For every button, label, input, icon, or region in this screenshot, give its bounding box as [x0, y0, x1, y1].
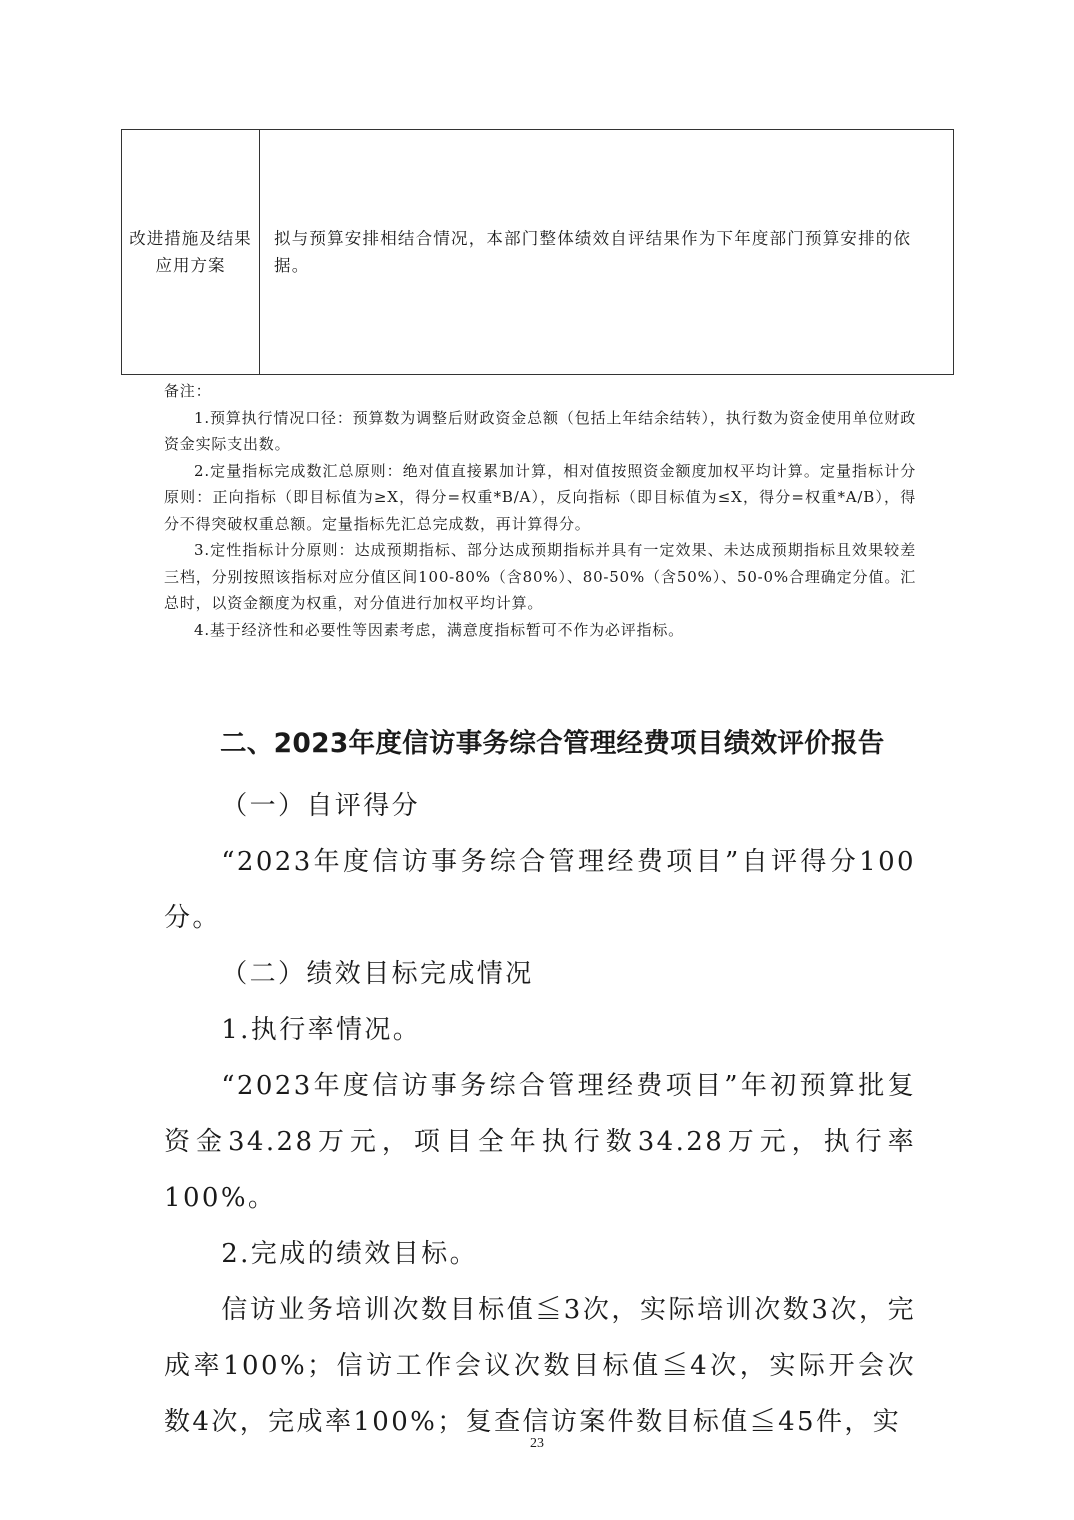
subheading-goal-completion: （二）绩效目标完成情况 [221, 959, 534, 989]
notes-title: 备注： [164, 382, 212, 400]
note-item-2: 2.定量指标完成数汇总原则：绝对值直接累加计算，相对值按照资金额度加权平均计算。定量指标计分原则：正向指标（即目标值为≥X，得分=权重*B/A），反向指标（即目标值为≤X，得分=权重*A/B），得分不得突破权重总额。定量指标先汇总完成数，再计算得分。 [164, 461, 916, 533]
note-item-1: 1.预算执行情况口径：预算数为调整后财政资金总额（包括上年结余结转），执行数为资金使用单位财政资金实际支出数。 [164, 408, 916, 453]
subheading-execution-rate: 1.执行率情况。 [221, 1015, 422, 1045]
section-heading: 二、2023年度信访事务综合管理经费项目绩效评价报告 [220, 728, 885, 759]
table-content-cell [260, 130, 953, 374]
measures-table [121, 129, 954, 375]
subheading-completed-goals: 2.完成的绩效目标。 [221, 1239, 478, 1269]
report-body [164, 722, 916, 1450]
paragraph-execution-rate: “2023年度信访事务综合管理经费项目”年初预算批复资金34.28万元，项目全年执行数34.28万元，执行率100%。 [164, 1071, 916, 1213]
table-label-cell: 改进措施及结果应用方案 [122, 130, 260, 374]
table-content-text: 拟与预算安排相结合情况，本部门整体绩效自评结果作为下年度部门预算安排的依据。 [274, 229, 912, 275]
note-item-4: 4.基于经济性和必要性等因素考虑，满意度指标暂可不作为必评指标。 [194, 620, 684, 639]
paragraph-self-score: “2023年度信访事务综合管理经费项目”自评得分100分。 [164, 847, 916, 933]
page-number: 23 [530, 1436, 544, 1451]
subheading-self-score: （一）自评得分 [221, 791, 420, 821]
notes-section [164, 378, 916, 643]
paragraph-completed-goals: 信访业务培训次数目标值≦3次，实际培训次数3次，完成率100%；信访工作会议次数目标值≦4次，实际开会次数4次，完成率100%；复查信访案件数目标值≦45件，实 [164, 1295, 916, 1437]
note-item-3: 3.定性指标计分原则：达成预期指标、部分达成预期指标并具有一定效果、未达成预期指标且效果较差三档，分别按照该指标对应分值区间100-80%（含80%）、80-50%（含50%）、50-0%合理确定分值。汇总时，以资金额度为权重，对分值进行加权平均计算。 [164, 541, 916, 612]
